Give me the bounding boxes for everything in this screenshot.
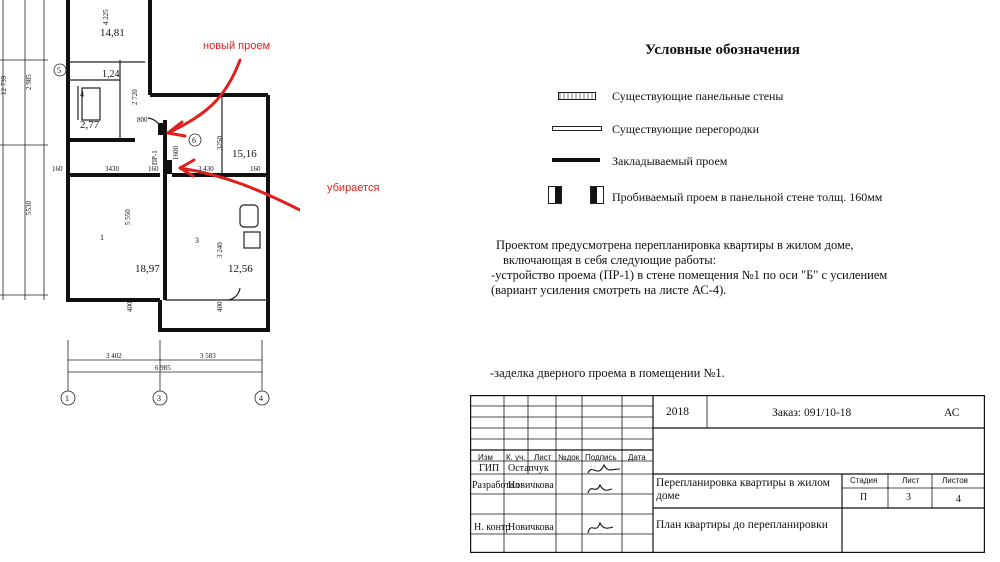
note-extra: -заделка дверного проема в помещении №1. — [490, 366, 725, 380]
room-number-1: 1 — [100, 233, 104, 242]
dim-2-985: 2 985 — [25, 74, 33, 90]
area-14-81: 14,81 — [100, 27, 125, 39]
stamp-project-title: Перепланировка квартиры в жилом доме — [656, 477, 830, 502]
axis-label-3: 3 — [157, 394, 161, 403]
col-header-podpis: Подпись — [585, 453, 617, 462]
room-number-6: 6 — [192, 136, 196, 145]
dim-3-583: 3 583 — [200, 352, 216, 360]
stamp-sheet-title: План квартиры до перепланировки — [656, 519, 828, 531]
area-1-24: 1,24 — [102, 69, 120, 80]
dim-400-right: 400 — [216, 301, 224, 312]
dim-1600: 1600 — [172, 146, 180, 160]
label-pr-1: ПР-1 — [151, 150, 159, 165]
axis-label-1: 1 — [65, 394, 69, 403]
dim-6-985: 6 985 — [155, 364, 171, 372]
dim-3-430: 3 430 — [198, 165, 214, 173]
dim-3430: 3430 — [105, 165, 119, 173]
stamp-name-gip: Остапчук — [508, 463, 549, 474]
legend-swatch-panel-walls — [558, 92, 596, 100]
note-line-1: Проектом предусмотрена перепланировка квартиры в жилом доме, — [496, 238, 854, 252]
stamp-name-n-kontr: Новичкова — [508, 522, 554, 533]
title-block — [470, 395, 985, 553]
stamp-label-stadiya: Стадия — [850, 476, 878, 485]
stamp-value-stage: П — [860, 492, 868, 503]
dimension-lines — [0, 0, 262, 392]
note-line-3: -устройство проема (ПР-1) в стене помещения №1 по оси "Б" с усилением — [491, 268, 888, 282]
dim-4-225: 4 225 — [102, 9, 110, 25]
red-arrows — [168, 60, 300, 210]
legend-swatch-closed-opening — [552, 158, 600, 162]
stamp-value-sheet: 3 — [906, 492, 911, 503]
stamp-role-razrabotal: Разработал — [472, 480, 520, 491]
legend-swatch-opening-right — [590, 186, 604, 204]
area-18-97: 18,97 — [135, 263, 160, 275]
room-number-3: 3 — [195, 236, 199, 245]
stamp-value-sheets: 4 — [956, 494, 961, 505]
dim-160-left: 160 — [52, 165, 63, 173]
stamp-role-n-kontr: Н. контр — [474, 522, 511, 533]
legend-item-panel-walls: Существующие панельные стены — [612, 89, 784, 103]
dim-2-720: 2 720 — [131, 89, 139, 105]
legend-title: Условные обозначения — [645, 42, 800, 58]
stamp-name-razrabotal: Новичкова — [508, 480, 554, 491]
col-header-izm: Изм — [478, 453, 493, 462]
stamp-label-listov: Листов — [942, 476, 968, 485]
annotation-new-opening: новый проем — [203, 40, 271, 52]
legend-swatch-partitions — [552, 126, 602, 131]
stamp-code: АС — [944, 407, 960, 419]
legend-item-new-opening: Пробиваемый проем в панельной стене толщ. 160мм — [612, 190, 883, 204]
legend-swatch-opening-left — [548, 186, 562, 204]
floor-plan-drawing — [0, 0, 300, 562]
dim-3-240: 3 240 — [216, 242, 224, 258]
stamp-role-gip: ГИП — [479, 463, 500, 474]
dim-3250: 3250 — [216, 136, 224, 150]
axis-markers — [54, 64, 269, 405]
dim-160-right: 160 — [250, 165, 261, 173]
area-2-77: 2,77 — [80, 119, 100, 131]
stamp-year: 2018 — [666, 406, 689, 418]
closed-opening-mark — [166, 160, 172, 174]
note-line-2: включающая в себя следующие работы: — [503, 253, 717, 267]
signature-marks — [588, 465, 620, 533]
col-header-data: Дата — [628, 453, 646, 462]
stamp-label-list: Лист — [902, 476, 920, 485]
dim-12-739: 12 739 — [0, 75, 8, 95]
legend-item-closed-opening: Закладываемый проем — [612, 154, 728, 168]
area-12-56: 12,56 — [228, 263, 253, 275]
area-15-16: 15,16 — [232, 148, 257, 160]
dim-160-mid: 160 — [148, 165, 159, 173]
room-number-5: 5 — [57, 66, 61, 75]
col-header-list: Лист — [534, 453, 552, 462]
legend-item-partitions: Существующие перегородки — [612, 122, 760, 136]
annotation-removed: убирается — [327, 182, 380, 194]
dim-5530: 5530 — [25, 201, 33, 215]
stamp-order: Заказ: 091/10-18 — [772, 407, 852, 419]
col-header-k-uch: К. уч. — [506, 453, 526, 462]
dim-5-550: 5 550 — [124, 209, 132, 225]
dim-400-left: 400 — [126, 301, 134, 312]
room-number-4: 4 — [80, 90, 84, 99]
axis-label-4: 4 — [259, 394, 263, 403]
col-header-ndok: №док — [558, 453, 580, 462]
new-opening-mark — [158, 123, 164, 135]
dim-800: 800 — [137, 116, 148, 124]
dim-3-402: 3 402 — [106, 352, 122, 360]
note-line-4: (вариант усиления смотреть на листе АС-4). — [491, 283, 727, 297]
